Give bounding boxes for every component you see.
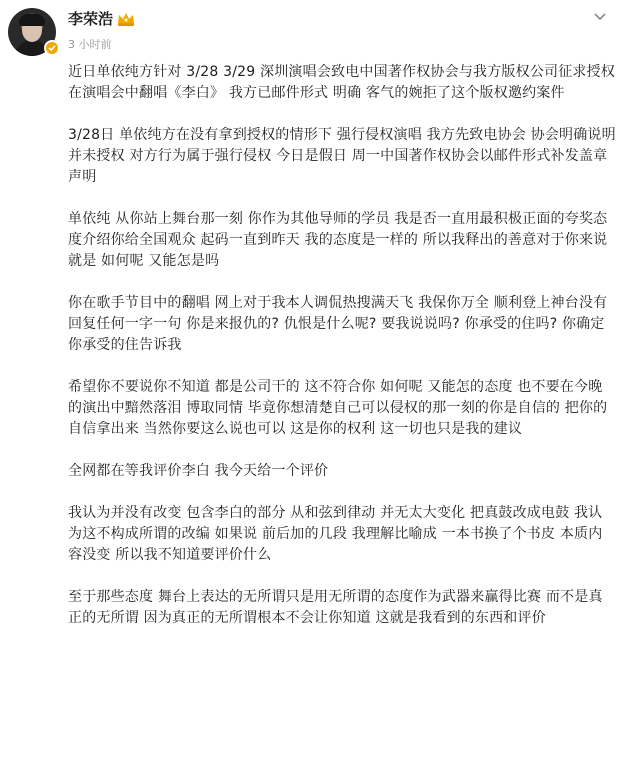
- post-paragraph: 3/28日 单依纯方在没有拿到授权的情形下 强行侵权演唱 我方先致电协会 协会明确说明 并未授权 对方行为属于强行侵权 今日是假日 周一中国著作权协会以邮件形式补发盖章声明: [68, 127, 616, 185]
- post-header: [0, 0, 624, 60]
- post-body: [68, 62, 616, 650]
- verified-badge-icon: [44, 40, 60, 56]
- chevron-down-icon[interactable]: [592, 8, 608, 20]
- post-paragraph: 希望你不要说你不知道 都是公司干的 这不符合你 如何呢 又能怎的态度 也不要在今晚的演出中黯然落泪 博取同情 毕竟你想清楚自己可以侵权的那一刻的你是自信的 把你的自信拿出来 当然你要这么说也可以 这是你的权利 这一切也只是我的建议: [68, 379, 608, 437]
- post-paragraph: 我认为并没有改变 包含李白的部分 从和弦到律动 并无太大变化 把真鼓改成电鼓 我认为这不构成所谓的改编 如果说 前后加的几段 我理解比喻成 一本书换了个书皮 本质内容没变 所以我不知道要评价什么: [68, 505, 603, 563]
- bottom-fade: [0, 735, 624, 765]
- crown-badge-icon[interactable]: [117, 12, 135, 26]
- post-paragraph: 单依纯 从你站上舞台那一刻 你作为其他导师的学员 我是否一直用最积极正面的夸奖态度介绍你给全国观众 起码一直到昨天 我的态度是一样的 所以我释出的善意对于你来说 就是 如何呢 又能怎是吗: [68, 211, 608, 269]
- author-name[interactable]: 李荣浩: [68, 10, 114, 28]
- post-paragraph: 你在歌手节目中的翻唱 网上对于我本人调侃热搜满天飞 我保你万全 顺利登上神台没有回复任何一字一句 你是来报仇的? 仇恨是什么呢? 要我说说吗? 你承受的住吗? 你确定你承受的住告诉我: [68, 295, 608, 353]
- post-paragraph: 至于那些态度 舞台上表达的无所谓只是用无所谓的态度作为武器来赢得比赛 而不是真正的无所谓 因为真正的无所谓根本不会让你知道 这就是我看到的东西和评价: [68, 589, 603, 626]
- post-paragraph: 近日单依纯方针对 3/28 3/29 深圳演唱会致电中国著作权协会与我方版权公司征求授权在演唱会中翻唱《李白》 我方已邮件形式 明确 客气的婉拒了这个版权邀约案件: [68, 64, 616, 101]
- avatar-hair-shape: [19, 14, 45, 26]
- author-name-row: [68, 8, 135, 29]
- post-paragraph: 全网都在等我评价李白 我今天给一个评价: [68, 463, 329, 479]
- post-timestamp[interactable]: 3 小时前: [68, 38, 112, 51]
